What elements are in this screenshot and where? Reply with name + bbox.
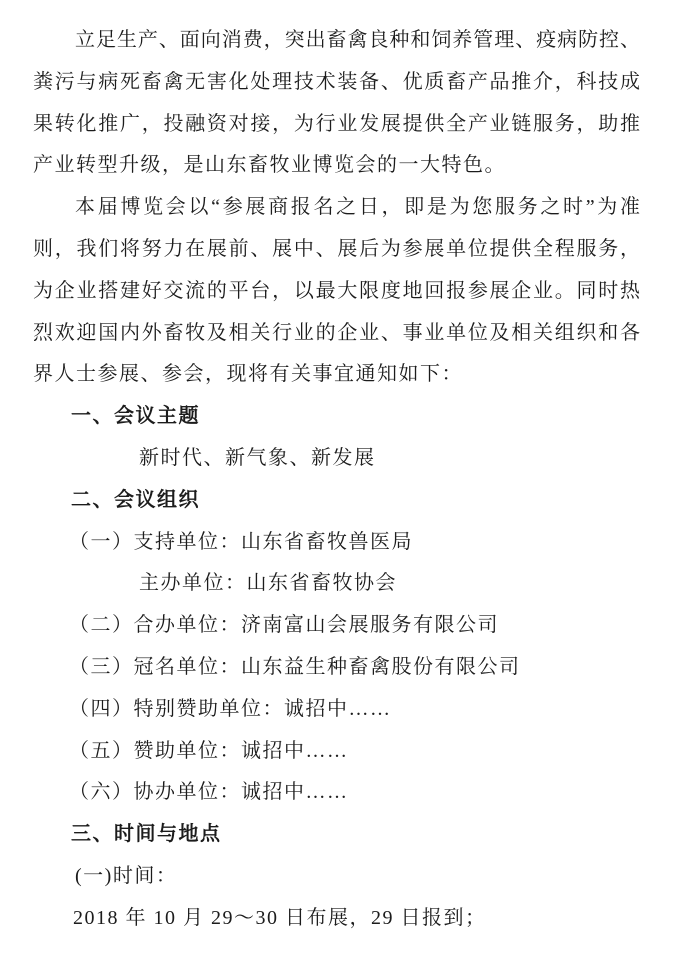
time-value: 2018 年 10 月 29～30 日布展，29 日报到； (73, 906, 487, 929)
service-line-1: 本届博览会以“参展商报名之日，即是为您服务之时”为准 (75, 196, 640, 219)
section-time-and-place (33, 814, 640, 939)
heading-time-and-place: 三、时间与地点 (71, 823, 222, 846)
heading-meeting-theme: 一、会议主题 (71, 405, 200, 428)
org-item-special-sponsor-unit: （四）特别赞助单位：诚招中…… (69, 697, 392, 720)
service-line-5: 界人士参展、参会，现将有关事宜通知如下： (33, 363, 463, 386)
theme-content: 新时代、新气象、新发展 (139, 446, 376, 469)
org-item-support-unit: （一）支持单位：山东省畜牧兽医局 (69, 530, 413, 553)
intro-line-4: 产业转型升级，是山东畜牧业博览会的一大特色。 (33, 154, 506, 177)
paragraph-service (33, 187, 640, 396)
service-line-3: 为企业搭建好交流的平台，以最大限度地回报参展企业。同时热 (33, 279, 640, 302)
time-label: (一)时间： (75, 864, 178, 887)
heading-meeting-organization: 二、会议组织 (71, 488, 200, 511)
org-item-host-unit: 主办单位：山东省畜牧协会 (139, 572, 397, 595)
org-item-title-sponsor-unit: （三）冠名单位：山东益生种畜禽股份有限公司 (69, 655, 521, 678)
service-line-2: 则，我们将努力在展前、展中、展后为参展单位提供全程服务， (33, 237, 640, 260)
org-item-sponsor-unit: （五）赞助单位：诚招中…… (69, 739, 349, 762)
section-meeting-theme (33, 396, 640, 480)
org-item-co-host-unit: （六）协办单位：诚招中…… (69, 781, 349, 804)
intro-line-2: 粪污与病死畜禽无害化处理技术装备、优质畜产品推介，科技成 (33, 70, 640, 93)
org-item-co-organizer-unit: （二）合办单位：济南富山会展服务有限公司 (69, 614, 499, 637)
section-meeting-organization (33, 480, 640, 814)
paragraph-intro (33, 20, 640, 187)
service-line-4: 烈欢迎国内外畜牧及相关行业的企业、事业单位及相关组织和各 (33, 321, 640, 344)
intro-line-3: 果转化推广，投融资对接，为行业发展提供全产业链服务，助推 (33, 112, 640, 135)
intro-line-1: 立足生产、面向消费，突出畜禽良种和饲养管理、疫病防控、 (75, 29, 640, 51)
